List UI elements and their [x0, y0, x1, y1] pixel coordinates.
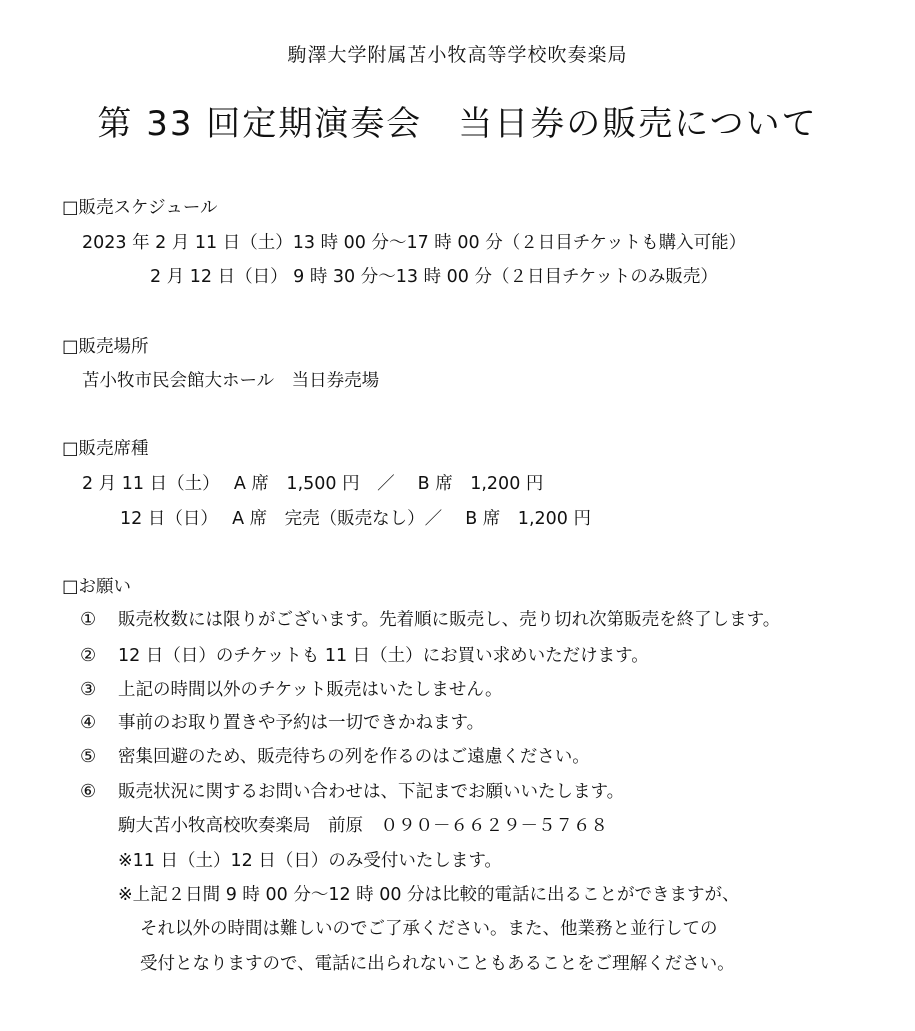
seats-line-1: 2 月 11 日（土） A 席 1,500 円 ／ B 席 1,200 円	[82, 474, 544, 494]
schedule-line-2: 2 月 12 日（日） 9 時 30 分～13 時 00 分（２日目チケットのみ販売）	[150, 267, 718, 287]
schedule-line-1: 2023 年 2 月 11 日（土）13 時 00 分～17 時 00 分（２日目チケットも購入可能）	[82, 233, 747, 253]
page-title: 第 33 回定期演奏会 当日券の販売について	[97, 104, 818, 144]
request-number-4: ④	[80, 712, 97, 733]
request-text-1: 販売枚数には限りがございます。先着順に販売し、売り切れ次第販売を終了します。	[118, 610, 781, 630]
request-number-2: ②	[80, 645, 97, 666]
request-text-5: 密集回避のため、販売待ちの列を作るのはご遠慮ください。	[118, 747, 590, 767]
request-text-3: 上記の時間以外のチケット販売はいたしません。	[118, 680, 503, 700]
request-number-3: ③	[80, 679, 97, 700]
request-text-6: 販売状況に関するお問い合わせは、下記までお願いいたします。	[118, 782, 625, 802]
note-line-1: ※11 日（土）12 日（日）のみ受付いたします。	[118, 851, 502, 871]
request-number-6: ⑥	[80, 781, 97, 802]
note-line-2a: ※上記２日間 9 時 00 分～12 時 00 分は比較的電話に出ることができますが、	[118, 885, 740, 905]
schedule-heading: □販売スケジュール	[62, 198, 218, 218]
requests-heading: □お願い	[62, 577, 132, 597]
location-line: 苫小牧市民会館大ホール 当日券売場	[82, 371, 380, 391]
request-text-2: 12 日（日）のチケットも 11 日（土）にお買い求めいただけます。	[118, 646, 649, 666]
seats-line-2: 12 日（日） A 席 完売（販売なし）／ B 席 1,200 円	[120, 509, 591, 529]
request-number-1: ①	[80, 609, 97, 630]
location-heading: □販売場所	[62, 337, 149, 357]
seats-heading: □販売席種	[62, 439, 149, 459]
contact-line: 駒大苫小牧高校吹奏楽局 前原 ０９０－６６２９－５７６８	[118, 816, 608, 836]
note-line-2b: それ以外の時間は難しいのでご了承ください。また、他業務と並行しての	[140, 919, 718, 939]
note-line-2c: 受付となりますので、電話に出られないこともあることをご理解ください。	[140, 954, 735, 974]
request-number-5: ⑤	[80, 746, 97, 767]
organization-name: 駒澤大学附属苫小牧高等学校吹奏楽局	[287, 44, 628, 66]
request-text-4: 事前のお取り置きや予約は一切できかねます。	[118, 713, 485, 733]
